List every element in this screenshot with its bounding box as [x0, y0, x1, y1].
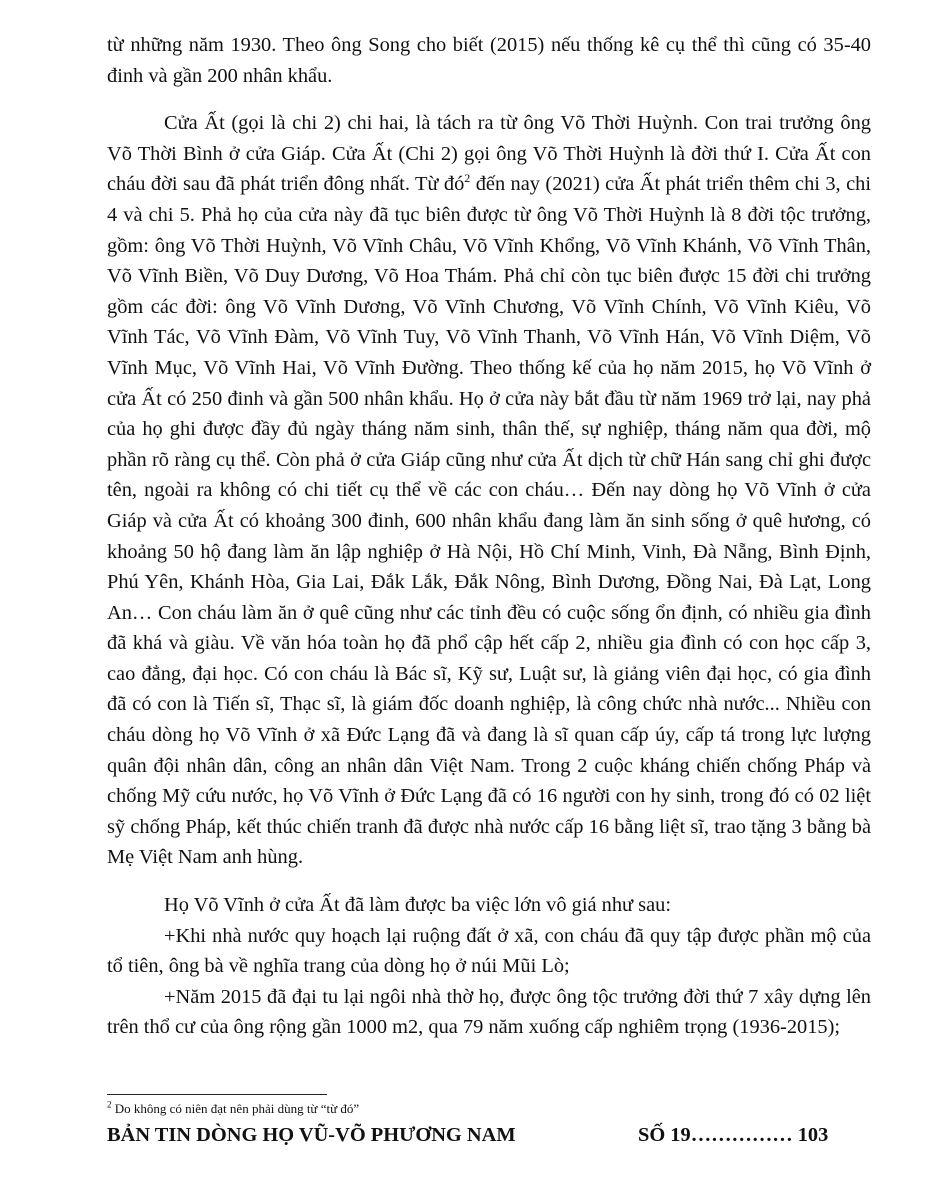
paragraph-continuation: từ những năm 1930. Theo ông Song cho biết (2015) nếu thống kê cụ thể thì cũng có 35-40 đinh và gần 200 nhân khẩu.	[107, 34, 871, 87]
footnote-reference: 2	[464, 171, 471, 186]
footnote-text: Do không có niên đạt nên phải dùng từ “từ đó”	[111, 1101, 360, 1116]
footer-title: BẢN TIN DÒNG HỌ VŨ-VÕ PHƯƠNG NAM	[107, 1124, 516, 1146]
paragraph-three-tasks-intro: Họ Võ Vĩnh ở cửa Ất đã làm được ba việc lớn vô giá như sau:	[164, 894, 672, 917]
paragraph-task-temple: +Năm 2015 đã đại tu lại ngôi nhà thờ họ, được ông tộc trưởng đời thứ 7 xây dựng lên trên thổ cư của ông rộng gần 1000 m2, qua 79 năm xuống cấp nghiêm trọng (1936-2015);	[107, 985, 871, 1039]
footer-issue-page: SỐ 19…………… 103	[638, 1124, 829, 1146]
paragraph-cua-at	[107, 108, 871, 873]
footnote	[107, 1101, 707, 1117]
paragraph-cua-at-part2: đến nay (2021) cửa Ất phát triển thêm chi 3, chi 4 và chi 5. Phả họ của cửa này đã tục biên được từ ông Võ Thời Huỳnh là 8 đời tộc trưởng, gồm: ông Võ Thời Huỳnh, Võ Vĩnh Châu, Võ Vĩnh Khổng, Võ Vĩnh Khánh, Võ Vĩnh Thân, Võ Vĩnh Biền, Võ Duy Dương, Võ Hoa Thám. Phả chỉ còn tục biên được 15 đời chi trưởng gồm các đời: ông Võ Vĩnh Dương, Võ Vĩnh Chương, Võ Vĩnh Chính, Võ Vĩnh Kiêu, Võ Vĩnh Tác, Võ Vĩnh Đàm, Võ Vĩnh Tuy, Võ Vĩnh Thanh, Võ Vĩnh Hán, Võ Vĩnh Diệm, Võ Vĩnh Mục, Võ Vĩnh Hai, Võ Vĩnh Đường. Theo thống kế của họ năm 2015, họ Võ Vĩnh ở cửa Ất có 250 đinh và gần 500 nhân khẩu. Họ ở cửa này bắt đầu từ năm 1969 trở lại, nay phả của họ ghi được đầy đủ ngày tháng năm sinh, thân thế, sự nghiệp, tháng năm qua đời, mộ phần rõ ràng cụ thể. Còn phả ở cửa Giáp cũng như cửa Ất dịch từ chữ Hán sang chỉ ghi được tên, ngoài ra không có chi tiết cụ thể về các con cháu… Đến nay dòng họ Võ Vĩnh ở cửa Giáp và cửa Ất có khoảng 300 đinh, 600 nhân khẩu đang làm ăn sinh sống ở quê hương, có khoảng 50 hộ đang làm ăn lập nghiệp ở Hà Nội, Hồ Chí Minh, Vinh, Đà Nẵng, Bình Định, Phú Yên, Khánh Hòa, Gia Lai, Đắk Lắk, Đắk Nông, Bình Dương, Đồng Nai, Đà Lạt, Long An… Con cháu làm ăn ở quê cũng như các tỉnh đều có cuộc sống ổn định, có nhiều gia đình đã khá và giàu. Về văn hóa toàn họ đã phổ cập hết cấp 2, nhiều gia đình có con học cấp 3, cao đẳng, đại học. Có con cháu là Bác sĩ, Kỹ sư, Luật sư, là giảng viên đại học, có gia đình đã có con là Tiến sĩ, Thạc sĩ, là giám đốc doanh nghiệp, là công chức nhà nước... Nhiều con cháu dòng họ Võ Vĩnh ở xã Đức Lạng đã và đang là sĩ quan cấp úy, cấp tá trong lực lượng quân đội nhân dân, công an nhân dân Việt Nam. Trong 2 cuộc kháng chiến chống Pháp và chống Mỹ cứu nước, họ Võ Vĩnh ở Đức Lạng đã có 16 người con hy sinh, trong đó có 02 liệt sỹ chống Pháp, kết thúc chiến tranh đã được nhà nước cấp 16 bằng liệt sĩ, trao tặng 3 bằng bà Mẹ Việt Nam anh hùng.	[107, 173, 871, 869]
body-text	[107, 30, 871, 1043]
footnote-number: 2	[107, 1099, 112, 1110]
paragraph-task-graves: +Khi nhà nước quy hoạch lại ruộng đất ở xã, con cháu đã quy tập được phần mộ của tổ tiên, ông bà về nghĩa trang của dòng họ ở núi Mũi Lò;	[107, 924, 871, 978]
paragraph-cua-at-part1: Cửa Ất (gọi là chi 2) chi hai, là tách ra từ ông Võ Thời Huỳnh. Con trai trưởng ông Võ Thời Bình ở cửa Giáp. Cửa Ất (Chi 2) gọi ông Võ Thời Huỳnh là đời thứ I. Cửa Ất con cháu đời sau đã phát triển đông nhất. Từ đó	[107, 112, 871, 196]
footnote-divider	[107, 1094, 327, 1095]
